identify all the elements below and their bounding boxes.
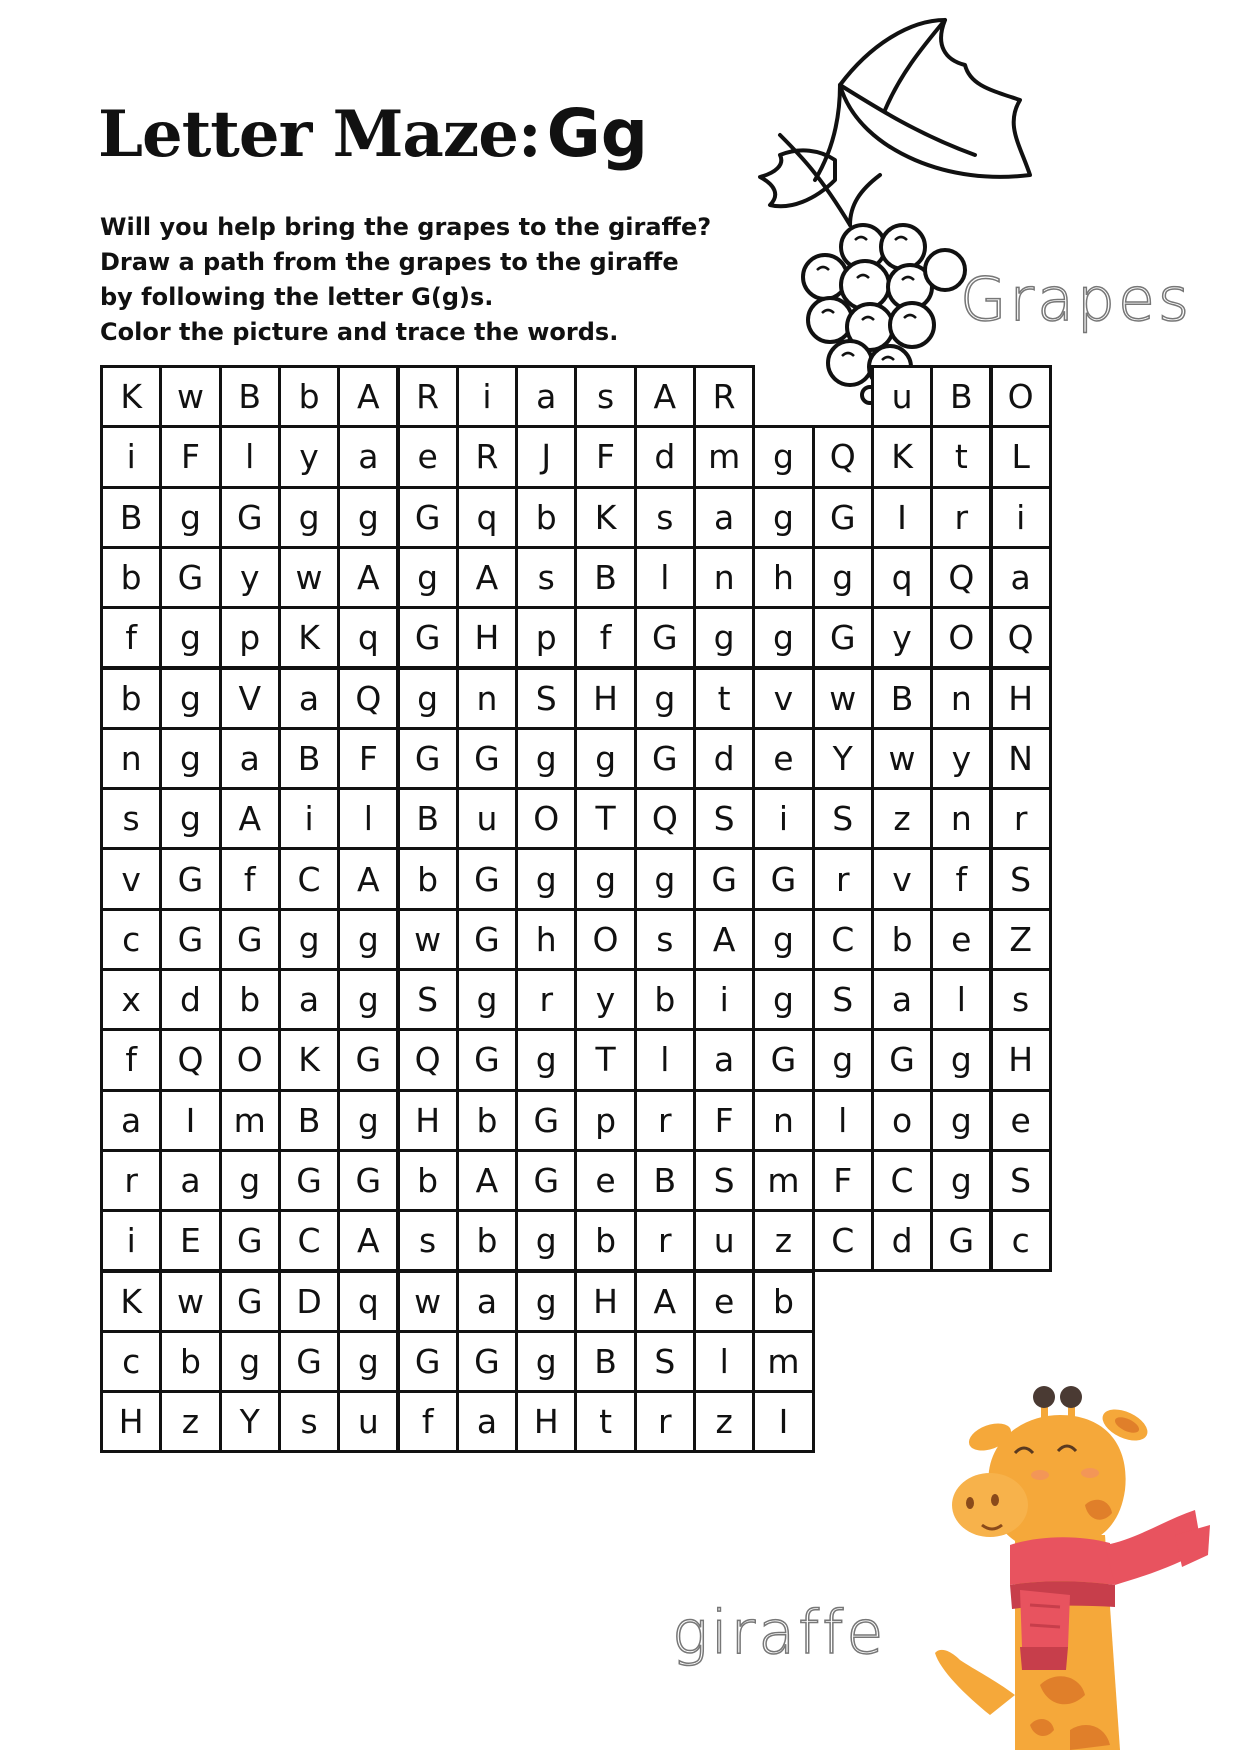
maze-cell[interactable]: F — [337, 727, 399, 790]
maze-cell[interactable]: G — [812, 486, 874, 549]
maze-cell[interactable]: i — [456, 365, 518, 428]
maze-cell[interactable]: C — [812, 908, 874, 971]
instruction-line: Will you help bring the grapes to the giraffe? — [100, 213, 712, 241]
maze-cell[interactable]: S — [990, 1149, 1052, 1212]
maze-cell[interactable]: G — [219, 486, 281, 549]
maze-cell[interactable]: f — [574, 606, 636, 669]
maze-cell[interactable]: B — [100, 486, 162, 549]
maze-cell[interactable]: R — [397, 365, 459, 428]
maze-cell[interactable]: e — [990, 1089, 1052, 1152]
maze-cell[interactable]: s — [574, 365, 636, 428]
maze-cell[interactable]: K — [278, 606, 340, 669]
maze-cell[interactable]: h — [752, 546, 814, 609]
maze-cell[interactable]: a — [278, 667, 340, 730]
maze-cell[interactable]: s — [397, 1209, 459, 1272]
maze-cell[interactable]: G — [456, 847, 518, 910]
maze-cell[interactable]: T — [574, 1028, 636, 1091]
maze-cell[interactable]: t — [693, 667, 755, 730]
maze-cell[interactable]: g — [159, 667, 221, 730]
maze-cell[interactable]: K — [100, 365, 162, 428]
maze-cell[interactable]: G — [752, 1028, 814, 1091]
maze-cell[interactable]: L — [990, 425, 1052, 488]
maze-cell[interactable]: n — [693, 546, 755, 609]
maze-cell[interactable]: l — [219, 425, 281, 488]
maze-cell[interactable]: r — [634, 1209, 696, 1272]
maze-cell[interactable]: B — [930, 365, 992, 428]
maze-cell[interactable]: Y — [219, 1390, 281, 1453]
maze-cell[interactable]: b — [278, 365, 340, 428]
maze-cell[interactable]: b — [100, 546, 162, 609]
maze-cell[interactable]: b — [397, 1149, 459, 1212]
maze-cell[interactable]: q — [337, 1270, 399, 1333]
maze-cell[interactable]: n — [456, 667, 518, 730]
maze-cell[interactable]: y — [219, 546, 281, 609]
maze-cell[interactable]: c — [990, 1209, 1052, 1272]
maze-cell[interactable]: A — [456, 546, 518, 609]
maze-cell[interactable]: w — [812, 667, 874, 730]
maze-cell[interactable]: g — [397, 546, 459, 609]
maze-cell[interactable]: B — [278, 1089, 340, 1152]
maze-cell[interactable]: H — [574, 667, 636, 730]
maze-cell[interactable]: a — [693, 486, 755, 549]
maze-cell[interactable]: I — [159, 1089, 221, 1152]
maze-cell[interactable]: G — [278, 1330, 340, 1393]
maze-cell[interactable]: u — [693, 1209, 755, 1272]
maze-cell[interactable]: t — [574, 1390, 636, 1453]
maze-cell[interactable]: w — [159, 1270, 221, 1333]
maze-cell[interactable]: m — [752, 1149, 814, 1212]
maze-cell[interactable]: C — [278, 847, 340, 910]
maze-cell[interactable]: G — [871, 1028, 933, 1091]
maze-cell[interactable]: R — [693, 365, 755, 428]
maze-cell[interactable]: K — [100, 1270, 162, 1333]
maze-cell[interactable]: b — [397, 847, 459, 910]
maze-cell[interactable]: a — [100, 1089, 162, 1152]
maze-cell[interactable]: B — [397, 787, 459, 850]
maze-cell[interactable]: S — [693, 1149, 755, 1212]
maze-cell[interactable]: G — [159, 847, 221, 910]
maze-cell[interactable]: A — [634, 365, 696, 428]
maze-cell[interactable]: A — [456, 1149, 518, 1212]
maze-cell[interactable]: d — [634, 425, 696, 488]
maze-cell[interactable]: K — [278, 1028, 340, 1091]
maze-cell[interactable]: l — [634, 1028, 696, 1091]
maze-cell[interactable]: S — [812, 787, 874, 850]
maze-cell[interactable]: K — [871, 425, 933, 488]
maze-cell[interactable]: B — [574, 1330, 636, 1393]
maze-cell[interactable]: g — [337, 1330, 399, 1393]
maze-cell[interactable]: f — [100, 606, 162, 669]
maze-cell[interactable]: O — [574, 908, 636, 971]
maze-cell[interactable]: g — [752, 968, 814, 1031]
maze-cell[interactable]: a — [456, 1390, 518, 1453]
maze-cell[interactable]: g — [930, 1028, 992, 1091]
maze-cell[interactable]: y — [930, 727, 992, 790]
maze-cell[interactable]: m — [693, 425, 755, 488]
maze-cell[interactable]: Q — [634, 787, 696, 850]
maze-cell[interactable]: E — [159, 1209, 221, 1272]
maze-cell[interactable]: H — [574, 1270, 636, 1333]
maze-cell[interactable]: e — [397, 425, 459, 488]
maze-cell[interactable]: s — [515, 546, 577, 609]
maze-cell[interactable]: g — [337, 486, 399, 549]
maze-cell[interactable]: G — [456, 1330, 518, 1393]
maze-cell[interactable]: v — [752, 667, 814, 730]
maze-cell[interactable]: w — [397, 908, 459, 971]
maze-cell[interactable]: r — [100, 1149, 162, 1212]
maze-cell[interactable]: g — [515, 847, 577, 910]
maze-cell[interactable]: c — [100, 1330, 162, 1393]
maze-cell[interactable]: G — [752, 847, 814, 910]
maze-cell[interactable]: b — [752, 1270, 814, 1333]
maze-cell[interactable]: f — [930, 847, 992, 910]
maze-cell[interactable]: O — [930, 606, 992, 669]
maze-cell[interactable]: y — [278, 425, 340, 488]
maze-cell[interactable]: m — [219, 1089, 281, 1152]
maze-cell[interactable]: a — [693, 1028, 755, 1091]
maze-cell[interactable]: F — [693, 1089, 755, 1152]
maze-cell[interactable]: f — [219, 847, 281, 910]
maze-cell[interactable]: a — [990, 546, 1052, 609]
maze-cell[interactable]: G — [456, 908, 518, 971]
maze-cell[interactable]: A — [337, 847, 399, 910]
maze-cell[interactable]: o — [871, 1089, 933, 1152]
maze-cell[interactable]: G — [515, 1089, 577, 1152]
maze-cell[interactable]: G — [397, 727, 459, 790]
maze-cell[interactable]: e — [930, 908, 992, 971]
maze-cell[interactable]: H — [990, 1028, 1052, 1091]
maze-cell[interactable]: b — [100, 667, 162, 730]
title-prefix: Letter Maze: — [98, 97, 541, 172]
maze-cell[interactable]: q — [871, 546, 933, 609]
maze-cell[interactable]: s — [634, 908, 696, 971]
maze-cell[interactable]: g — [219, 1149, 281, 1212]
page-title — [98, 95, 648, 185]
maze-cell[interactable]: g — [159, 787, 221, 850]
maze-cell[interactable]: r — [634, 1089, 696, 1152]
maze-cell[interactable]: g — [515, 1330, 577, 1393]
maze-cell[interactable]: n — [100, 727, 162, 790]
maze-cell[interactable]: a — [219, 727, 281, 790]
maze-cell[interactable]: d — [159, 968, 221, 1031]
maze-cell[interactable]: A — [634, 1270, 696, 1333]
maze-cell[interactable]: g — [515, 1209, 577, 1272]
maze-cell[interactable]: y — [574, 968, 636, 1031]
maze-cell[interactable]: n — [930, 787, 992, 850]
maze-cell[interactable]: s — [634, 486, 696, 549]
maze-cell[interactable]: w — [278, 546, 340, 609]
maze-cell[interactable]: f — [100, 1028, 162, 1091]
maze-cell[interactable]: F — [574, 425, 636, 488]
maze-cell[interactable]: e — [693, 1270, 755, 1333]
maze-cell[interactable]: g — [337, 1089, 399, 1152]
maze-cell[interactable]: r — [634, 1390, 696, 1453]
maze-cell[interactable]: g — [278, 908, 340, 971]
maze-cell[interactable]: B — [634, 1149, 696, 1212]
maze-cell[interactable]: G — [219, 1270, 281, 1333]
maze-cell[interactable]: l — [930, 968, 992, 1031]
maze-cell[interactable]: A — [219, 787, 281, 850]
trace-word-grapes: Grapes — [960, 265, 1193, 335]
maze-cell[interactable]: z — [693, 1390, 755, 1453]
maze-cell[interactable]: H — [990, 667, 1052, 730]
maze-cell[interactable]: g — [752, 908, 814, 971]
maze-cell[interactable]: G — [634, 727, 696, 790]
maze-cell[interactable]: N — [990, 727, 1052, 790]
maze-cell[interactable]: g — [515, 1028, 577, 1091]
maze-cell[interactable]: z — [871, 787, 933, 850]
maze-cell[interactable]: g — [159, 727, 221, 790]
trace-word-giraffe: giraffe — [672, 1598, 887, 1668]
maze-cell[interactable]: Q — [159, 1028, 221, 1091]
maze-cell[interactable]: g — [574, 727, 636, 790]
maze-cell[interactable]: I — [752, 1390, 814, 1453]
maze-cell[interactable]: p — [515, 606, 577, 669]
maze-cell[interactable]: G — [397, 1330, 459, 1393]
maze-cell[interactable]: T — [574, 787, 636, 850]
maze-cell[interactable]: e — [574, 1149, 636, 1212]
maze-cell[interactable]: Q — [990, 606, 1052, 669]
maze-cell[interactable]: b — [159, 1330, 221, 1393]
maze-cell[interactable]: g — [634, 847, 696, 910]
maze-cell[interactable]: A — [337, 365, 399, 428]
maze-cell[interactable]: g — [456, 968, 518, 1031]
maze-cell[interactable]: l — [634, 546, 696, 609]
maze-cell[interactable]: Q — [930, 546, 992, 609]
maze-cell[interactable]: g — [752, 486, 814, 549]
maze-cell[interactable]: B — [278, 727, 340, 790]
maze-cell[interactable]: i — [990, 486, 1052, 549]
maze-cell[interactable]: G — [930, 1209, 992, 1272]
maze-cell[interactable]: a — [871, 968, 933, 1031]
maze-cell[interactable]: G — [812, 606, 874, 669]
instruction-line: Draw a path from the grapes to the giraffe — [100, 248, 679, 276]
maze-cell[interactable]: g — [219, 1330, 281, 1393]
maze-cell[interactable]: z — [752, 1209, 814, 1272]
maze-cell[interactable]: l — [812, 1089, 874, 1152]
maze-cell[interactable]: r — [812, 847, 874, 910]
maze-cell[interactable]: H — [456, 606, 518, 669]
maze-cell[interactable]: F — [812, 1149, 874, 1212]
maze-cell[interactable]: b — [871, 908, 933, 971]
maze-cell[interactable]: g — [812, 546, 874, 609]
maze-cell[interactable]: G — [456, 1028, 518, 1091]
maze-cell[interactable]: K — [574, 486, 636, 549]
maze-cell[interactable]: G — [456, 727, 518, 790]
maze-cell[interactable]: t — [930, 425, 992, 488]
maze-cell[interactable]: g — [337, 968, 399, 1031]
maze-cell[interactable]: O — [515, 787, 577, 850]
maze-cell[interactable]: b — [574, 1209, 636, 1272]
maze-cell[interactable]: y — [871, 606, 933, 669]
maze-cell[interactable]: S — [634, 1330, 696, 1393]
maze-cell[interactable]: G — [634, 606, 696, 669]
maze-cell[interactable]: m — [752, 1330, 814, 1393]
maze-cell[interactable]: I — [871, 486, 933, 549]
maze-cell[interactable]: p — [219, 606, 281, 669]
maze-cell[interactable]: B — [871, 667, 933, 730]
maze-cell[interactable]: F — [159, 425, 221, 488]
maze-cell[interactable]: x — [100, 968, 162, 1031]
maze-cell[interactable]: s — [100, 787, 162, 850]
maze-cell[interactable]: z — [159, 1390, 221, 1453]
maze-cell[interactable]: g — [634, 667, 696, 730]
maze-cell[interactable]: g — [752, 425, 814, 488]
maze-cell[interactable]: S — [397, 968, 459, 1031]
maze-cell[interactable]: H — [515, 1390, 577, 1453]
maze-cell[interactable]: a — [337, 425, 399, 488]
maze-cell[interactable]: f — [397, 1390, 459, 1453]
maze-cell[interactable]: g — [515, 727, 577, 790]
maze-cell[interactable]: Q — [812, 425, 874, 488]
maze-cell[interactable]: g — [930, 1089, 992, 1152]
maze-cell[interactable]: a — [159, 1149, 221, 1212]
maze-cell[interactable]: i — [100, 425, 162, 488]
maze-cell[interactable]: v — [100, 847, 162, 910]
grapes-illustration — [720, 15, 1050, 405]
maze-cell[interactable]: l — [337, 787, 399, 850]
maze-cell[interactable]: S — [693, 787, 755, 850]
maze-cell[interactable]: g — [159, 606, 221, 669]
maze-cell[interactable]: s — [278, 1390, 340, 1453]
maze-cell[interactable]: u — [871, 365, 933, 428]
maze-cell[interactable]: Q — [337, 667, 399, 730]
maze-cell[interactable]: G — [337, 1028, 399, 1091]
maze-cell[interactable]: u — [456, 787, 518, 850]
maze-cell[interactable]: G — [397, 606, 459, 669]
maze-cell[interactable]: a — [278, 968, 340, 1031]
maze-cell[interactable]: b — [219, 968, 281, 1031]
maze-cell[interactable]: Y — [812, 727, 874, 790]
maze-cell[interactable]: r — [990, 787, 1052, 850]
maze-cell[interactable]: g — [693, 606, 755, 669]
title-letter: Gg — [546, 95, 648, 172]
maze-cell[interactable]: i — [752, 787, 814, 850]
maze-cell[interactable]: A — [337, 1209, 399, 1272]
maze-cell[interactable]: i — [100, 1209, 162, 1272]
maze-cell[interactable]: g — [159, 486, 221, 549]
maze-cell[interactable]: g — [752, 606, 814, 669]
maze-cell[interactable]: G — [219, 1209, 281, 1272]
maze-cell[interactable]: R — [456, 425, 518, 488]
maze-cell[interactable]: n — [930, 667, 992, 730]
maze-cell[interactable]: w — [159, 365, 221, 428]
maze-cell[interactable]: A — [337, 546, 399, 609]
maze-cell[interactable]: u — [337, 1390, 399, 1453]
maze-cell[interactable]: b — [515, 486, 577, 549]
maze-cell[interactable]: g — [337, 908, 399, 971]
maze-cell[interactable]: S — [515, 667, 577, 730]
maze-cell[interactable]: q — [337, 606, 399, 669]
maze-cell[interactable]: g — [397, 667, 459, 730]
instruction-line: Color the picture and trace the words. — [100, 318, 619, 346]
maze-cell[interactable]: O — [990, 365, 1052, 428]
maze-cell[interactable]: H — [100, 1390, 162, 1453]
maze-cell[interactable]: e — [752, 727, 814, 790]
instruction-line: by following the letter G(g)s. — [100, 283, 494, 311]
maze-cell[interactable]: a — [456, 1270, 518, 1333]
maze-cell[interactable]: G — [219, 908, 281, 971]
maze-cell[interactable]: b — [456, 1209, 518, 1272]
maze-cell[interactable]: D — [278, 1270, 340, 1333]
maze-cell[interactable]: g — [930, 1149, 992, 1212]
maze-cell[interactable]: n — [752, 1089, 814, 1152]
maze-cell[interactable]: V — [219, 667, 281, 730]
maze-cell[interactable]: l — [693, 1330, 755, 1393]
maze-cell[interactable]: w — [397, 1270, 459, 1333]
maze-cell[interactable]: C — [278, 1209, 340, 1272]
giraffe-illustration — [920, 1385, 1220, 1750]
maze-cell[interactable]: i — [693, 968, 755, 1031]
maze-cell[interactable]: r — [515, 968, 577, 1031]
maze-cell[interactable]: w — [871, 727, 933, 790]
maze-cell[interactable]: G — [397, 486, 459, 549]
maze-cell[interactable]: Q — [397, 1028, 459, 1091]
maze-cell[interactable]: G — [337, 1149, 399, 1212]
maze-cell[interactable]: s — [990, 968, 1052, 1031]
maze-cell[interactable]: b — [634, 968, 696, 1031]
maze-cell[interactable]: b — [456, 1089, 518, 1152]
instructions — [100, 210, 711, 350]
maze-cell[interactable]: r — [930, 486, 992, 549]
maze-cell[interactable]: G — [159, 546, 221, 609]
maze-cell[interactable]: S — [990, 847, 1052, 910]
maze-cell[interactable]: C — [871, 1149, 933, 1212]
maze-cell[interactable]: G — [515, 1149, 577, 1212]
maze-cell[interactable]: i — [278, 787, 340, 850]
maze-cell[interactable]: g — [812, 1028, 874, 1091]
maze-cell[interactable]: q — [456, 486, 518, 549]
maze-cell[interactable]: Z — [990, 908, 1052, 971]
maze-cell[interactable]: a — [515, 365, 577, 428]
maze-cell[interactable]: g — [278, 486, 340, 549]
maze-cell[interactable]: H — [397, 1089, 459, 1152]
maze-cell[interactable]: G — [693, 847, 755, 910]
maze-cell[interactable]: v — [871, 847, 933, 910]
maze-cell[interactable]: J — [515, 425, 577, 488]
maze-cell[interactable]: c — [100, 908, 162, 971]
maze-cell[interactable]: B — [574, 546, 636, 609]
maze-cell[interactable]: p — [574, 1089, 636, 1152]
maze-cell[interactable]: d — [871, 1209, 933, 1272]
maze-cell[interactable]: O — [219, 1028, 281, 1091]
maze-cell[interactable]: G — [159, 908, 221, 971]
maze-cell[interactable]: S — [812, 968, 874, 1031]
maze-cell[interactable]: h — [515, 908, 577, 971]
maze-cell[interactable]: B — [219, 365, 281, 428]
maze-cell[interactable]: C — [812, 1209, 874, 1272]
maze-cell[interactable]: G — [278, 1149, 340, 1212]
maze-cell[interactable]: d — [693, 727, 755, 790]
maze-cell[interactable]: g — [574, 847, 636, 910]
maze-cell[interactable]: A — [693, 908, 755, 971]
maze-cell[interactable]: g — [515, 1270, 577, 1333]
